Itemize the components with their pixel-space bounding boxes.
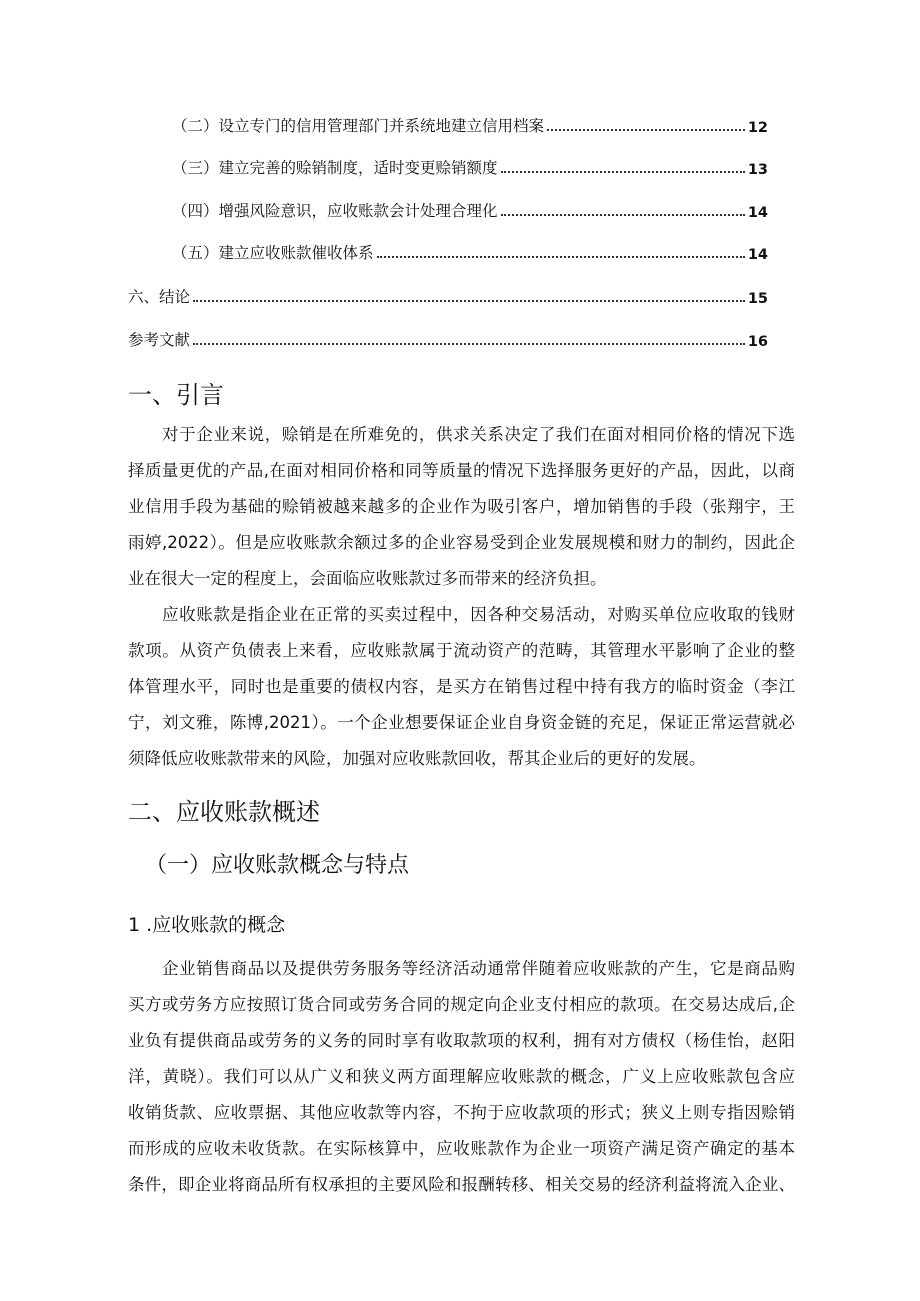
toc-label: 参考文献 bbox=[128, 331, 191, 349]
section-heading: 二、应收账款概述 bbox=[128, 798, 320, 826]
toc-entry[interactable] bbox=[172, 156, 768, 178]
toc-leader bbox=[547, 129, 745, 131]
toc-label: （四）增强风险意识，应收账款会计处理合理化 bbox=[172, 202, 498, 220]
text-line: 条件，即企业将商品所有权承担的主要风险和报酬转移、相关交易的经济利益将流入企业、 bbox=[128, 1175, 795, 1194]
toc-leader bbox=[501, 171, 745, 173]
toc-page-number: 14 bbox=[747, 205, 768, 221]
subsection-heading: （一）应收账款概念与特点 bbox=[145, 853, 410, 878]
toc-entry[interactable] bbox=[172, 241, 768, 263]
toc-entry[interactable] bbox=[172, 199, 768, 221]
text-line: 业负有提供商品或劳务的义务的同时享有收取款项的权利，拥有对方债权（杨佳怡，赵阳 bbox=[128, 1031, 795, 1050]
toc-label: （五）建立应收账款催收体系 bbox=[172, 244, 374, 262]
toc-page-number: 15 bbox=[747, 291, 768, 307]
text-line: 款项。从资产负债表上来看，应收账款属于流动资产的范畴，其管理水平影响了企业的整 bbox=[128, 641, 795, 660]
text-line: 买方或劳务方应按照订货合同或劳务合同的规定向企业支付相应的款项。在交易达成后,企 bbox=[128, 995, 795, 1014]
toc-entry[interactable] bbox=[172, 114, 768, 136]
text-line: 体管理水平，同时也是重要的债权内容，是买方在销售过程中持有我方的临时资金（李江 bbox=[128, 677, 795, 696]
text-line: 宁，刘文雅，陈博,2021）。一个企业想要保证企业自身资金链的充足，保证正常运营就必 bbox=[128, 713, 795, 732]
toc-label: （三）建立完善的赊销制度，适时变更赊销额度 bbox=[172, 159, 498, 177]
toc-leader bbox=[501, 214, 745, 216]
text-line: 业信用手段为基础的赊销被越来越多的企业作为吸引客户，增加销售的手段（张翔宇，王 bbox=[128, 497, 795, 516]
toc-label: （二）设立专门的信用管理部门并系统地建立信用档案 bbox=[172, 117, 545, 135]
text-line: 收销货款、应收票据、其他应收款等内容，不拘于应收款项的形式；狭义上则专指因赊销 bbox=[128, 1103, 795, 1122]
toc-leader bbox=[377, 256, 745, 258]
text-line: 企业销售商品以及提供劳务服务等经济活动通常伴随着应收账款的产生，它是商品购 bbox=[162, 959, 795, 978]
subsubsection-heading: 1 .应收账款的概念 bbox=[128, 914, 286, 936]
toc-page-number: 16 bbox=[747, 334, 768, 350]
toc-leader bbox=[193, 343, 745, 345]
text-line: 须降低应收账款带来的风险，加强对应收账款回收，帮其企业后的更好的发展。 bbox=[128, 749, 706, 768]
toc-entry[interactable] bbox=[128, 285, 768, 307]
toc-leader bbox=[193, 300, 745, 302]
text-line: 雨婷,2022）。但是应收账款余额过多的企业容易受到企业发展规模和财力的制约，因此企 bbox=[128, 533, 795, 552]
text-line: 对于企业来说，赊销是在所难免的，供求关系决定了我们在面对相同价格的情况下选 bbox=[162, 425, 795, 444]
text-line: 应收账款是指企业在正常的买卖过程中，因各种交易活动，对购买单位应收取的钱财 bbox=[162, 605, 795, 624]
text-line: 择质量更优的产品,在面对相同价格和同等质量的情况下选择服务更好的产品，因此，以商 bbox=[128, 461, 795, 480]
toc-label: 六、结论 bbox=[128, 288, 191, 306]
toc-page-number: 13 bbox=[747, 162, 768, 178]
text-line: 业在很大一定的程度上，会面临应收账款过多而带来的经济负担。 bbox=[128, 569, 607, 588]
toc-entry[interactable] bbox=[128, 328, 768, 350]
section-heading: 一、引言 bbox=[128, 381, 224, 409]
toc-page-number: 12 bbox=[747, 120, 768, 136]
text-line: 而形成的应收未收货款。在实际核算中，应收账款作为企业一项资产满足资产确定的基本 bbox=[128, 1139, 795, 1158]
text-line: 洋，黄晓）。我们可以从广义和狭义两方面理解应收账款的概念，广义上应收账款包含应 bbox=[128, 1067, 795, 1086]
toc-page-number: 14 bbox=[747, 247, 768, 263]
